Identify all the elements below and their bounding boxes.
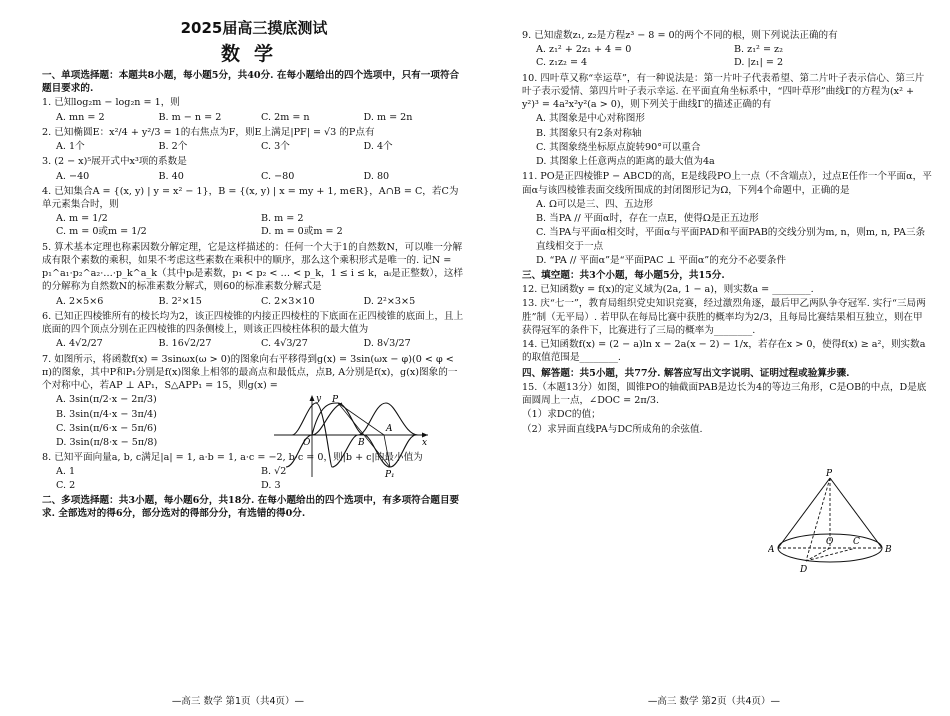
question-3-options <box>56 170 466 183</box>
option-c: C. 4√3/27 <box>261 338 308 350</box>
label-o: O <box>303 438 311 449</box>
segment-ap <box>338 403 384 435</box>
question-5-options <box>56 295 466 308</box>
question-6: 6. 已知正四棱锥所有的棱长均为2，该正四棱锥的内接正四棱柱的下底面在正四棱锥的底面上，且上底面的四个顶点分别在正四棱锥的四条侧棱上，则该正四棱柱体积的最大值为 <box>42 310 464 336</box>
exam-title: 2025届高三摸底测试 <box>180 19 328 37</box>
label-b: B <box>885 545 892 555</box>
section-1-heading: 一、单项选择题：本题共8小题，每小题5分，共40分. 在每小题给出的四个选项中，只有一项符合题目要求的. <box>42 69 460 95</box>
label-x: x <box>422 438 428 449</box>
question-5: 5. 算术基本定理也称素因数分解定理，它是这样描述的：任何一个大于1的自然数N，可以唯一分解成有限个素数的乘积，如果不考虑这些素数在乘积中的顺序，那么这个乘积形式是唯一的. 记N = p₁^a₁·p₂^a₂·…·p_k^a_k（其中pᵢ是素数，p₁ < p₂ < … < p_k，1 ≤ i ≤ k，aᵢ是正整数），这样的分解称为自然数N的标准素数分解式，则60的标准素数分解式是 <box>42 241 464 293</box>
question-12: 12. 已知函数y = f(x)的定义域为(2a, 1 − a)，则实数a = ________. <box>522 284 814 296</box>
section-3-heading: 三、填空题：共3个小题，每小题5分，共15分. <box>522 269 725 281</box>
label-y: y <box>316 394 322 405</box>
option-a: A. 4√2/27 <box>56 338 103 350</box>
segment-ap1 <box>384 435 390 467</box>
label-a: A <box>768 545 775 555</box>
question-3: 3. (2 − x)⁵展开式中x³项的系数是 <box>42 156 187 168</box>
option-c: C. −80 <box>261 170 295 182</box>
option-c: C. 2m = n <box>261 111 310 123</box>
label-o: O <box>826 537 834 547</box>
segment-dc <box>806 548 856 561</box>
section-4-heading: 四、解答题：共5小题，共77分. 解答应写出文字说明、证明过程或验算步骤. <box>522 367 850 379</box>
question-2: 2. 已知椭圆E：x²/4 + y²/3 = 1的右焦点为F，则E上满足|PF| = √3 的P点有 <box>42 126 375 138</box>
option-b: B. m = 2 <box>261 213 304 225</box>
option-b: B. 40 <box>158 170 184 182</box>
question-4-options <box>56 212 466 238</box>
label-p: P <box>332 395 339 406</box>
option-d: D. 2²×3×5 <box>363 295 416 307</box>
question-9-options <box>536 43 932 69</box>
option-b: B. 16√2/27 <box>158 338 212 350</box>
subject-title: 数学 <box>220 42 287 65</box>
option-c: C. 其图象绕坐标原点旋转90°可以重合 <box>536 141 701 153</box>
edge-pa <box>778 478 830 548</box>
question-15: 15.（本题13分）如图，圆锥PO的轴截面PAB是边长为4的等边三角形，C是OB的中点，D是底面圆周上一点，∠DOC = 2π/3. <box>522 381 927 407</box>
question-15-part-1: （1）求DC的值； <box>522 409 601 421</box>
question-6-options <box>56 337 466 350</box>
question-9: 9. 已知虚数z₁, z₂是方程z³ − 8 = 0的两个不同的根，则下列说法正确的有 <box>522 30 838 41</box>
section-2-heading: 二、多项选择题：共3小题，每小题6分，共18分. 在每小题给出的四个选项中，有多项符合题目要求. 全部选对的得6分，部分选对的得部分分，有选错的得0分. <box>42 494 460 520</box>
segment-pd <box>806 478 830 561</box>
option-c: C. 3个 <box>261 141 290 153</box>
option-d: D. “PA // 平面α”是“平面PAC ⊥ 平面α”的充分不必要条件 <box>536 254 786 266</box>
option-a: A. 1 <box>56 466 76 478</box>
option-b: B. 2²×15 <box>158 295 202 307</box>
option-a: A. 其图象是中心对称图形 <box>536 113 645 125</box>
option-a: A. mn = 2 <box>56 111 105 123</box>
option-b: B. 3sin(π/4·x − 3π/4) <box>56 408 157 420</box>
page-2 <box>478 0 950 716</box>
option-a: A. 1个 <box>56 141 85 153</box>
option-b: B. √2 <box>261 466 287 478</box>
option-a: A. 2×5×6 <box>56 295 104 307</box>
question-7: 7. 如图所示，将函数f(x) = 3sinωx(ω > 0)的图象向右平移得到g(x) = 3sin(ωx − φ)(0 < φ < π)的图象，其中P和P₁分别是f(x)图象上相邻的最高点和最低点，点B, A分别是f(x)，g(x)图象的一个对称中心，若AP ⊥ AP₁，S△APP₁ = 15，则g(x) = <box>42 353 458 392</box>
question-11: 11. PO是正四棱锥P − ABCD的高，E是线段PO上一点（不含端点），过点E任作一个平面α，平面α与该四棱锥表面交线所围成的封闭图形记为Ω，下列4个命题中，正确的是 <box>522 171 932 196</box>
question-8: 8. 已知平面向量a, b, c满足|a| = 1, a·b = 1, a·c = −2, b·c = 0，则|b + c|的最小值为 <box>42 452 423 464</box>
option-c: C. 2 <box>56 479 76 491</box>
question-13: 13. 庆“七一”，教育局组织党史知识竞赛，经过激烈角逐，最后甲乙两队争夺冠军. 实行“三局两胜”制（无平局）. 若甲队在每局比赛中获胜的概率均为2/3，且每局比赛结果相互独立，则在甲获得冠军的条件下，比赛进行了三局的概率为________. <box>522 298 926 336</box>
option-d: D. |z₁| = 2 <box>734 57 784 69</box>
option-a: A. z₁² + 2z₁ + 4 = 0 <box>536 44 632 56</box>
option-c: C. 2×3×10 <box>261 295 315 307</box>
label-d: D <box>800 565 808 575</box>
question-11-options <box>536 198 932 267</box>
question-10-options <box>536 112 932 168</box>
question-15-part-2: （2）求异面直线PA与DC所成角的余弦值. <box>522 423 703 435</box>
sine-graph-figure <box>272 393 432 479</box>
option-d: D. m = 2n <box>363 111 413 123</box>
cone-figure <box>768 468 898 580</box>
question-1: 1. 已知log₂m − log₂n = 1，则 <box>42 97 180 109</box>
question-1-options <box>56 111 466 124</box>
option-c: C. 当PA与平面α相交时，平面α与平面PAD和平面PAB的交线分别为m, n，则m, n, PA三条直线相交于一点 <box>536 227 926 252</box>
option-c: C. 3sin(π/6·x − 5π/6) <box>56 422 157 434</box>
option-a: A. 3sin(π/2·x − 2π/3) <box>56 394 157 406</box>
option-c: C. z₁z₂ = 4 <box>536 57 588 69</box>
question-14: 14. 已知函数f(x) = (2 − a)ln x − 2a(x − 2) − 1/x，若存在x > 0，使得f(x) ≥ a²，则实数a的取值范围是________. <box>522 339 926 364</box>
label-p1: P₁ <box>385 470 395 480</box>
question-2-options <box>56 140 466 153</box>
option-d: D. 8√3/27 <box>363 338 411 350</box>
option-d: D. m = 0或m = 2 <box>261 226 343 238</box>
page-2-footer: —高三 数学 第2页（共4页）— <box>647 695 781 707</box>
option-b: B. 2个 <box>158 141 188 153</box>
label-p: P <box>826 469 833 479</box>
option-d: D. 其图象上任意两点的距离的最大值为4a <box>536 156 715 168</box>
option-d: D. 3 <box>261 479 281 491</box>
question-4: 4. 已知集合A = {(x, y) | y = x² − 1}，B = {(x, y) | x = my + 1, m∈R}，A∩B = C，若C为单元素集合时，则 <box>42 185 459 211</box>
label-c: C <box>853 537 860 547</box>
option-b: B. z₁² = z₂ <box>734 44 783 56</box>
y-axis-arrow <box>310 395 315 401</box>
label-b: B <box>358 438 365 449</box>
option-b: B. m − n = 2 <box>158 111 222 123</box>
question-10: 10. 四叶草又称“幸运草”，有一种说法是：第一片叶子代表希望、第二片叶子表示信心、第三片叶子表示爱情、第四片叶子表示幸运. 在平面直角坐标系中，“四叶草形”曲线Γ的方程为(x² + y²)³ = 4a²x²y²(a > 0)，则下列关于曲线Γ的描述正确的有 <box>522 72 925 111</box>
option-a: A. Ω可以是三、四、五边形 <box>536 198 653 210</box>
segment-od <box>806 548 830 561</box>
option-b: B. 其图象只有2条对称轴 <box>536 127 642 139</box>
option-d: D. 4个 <box>363 141 393 153</box>
option-d: D. 3sin(π/8·x − 5π/8) <box>56 437 158 448</box>
option-a: A. −40 <box>56 170 90 182</box>
option-d: D. 80 <box>363 170 390 182</box>
option-a: A. m = 1/2 <box>56 213 108 225</box>
label-a: A <box>386 424 393 435</box>
option-b: B. 当PA // 平面α时，存在一点E，使得Ω是正五边形 <box>536 213 759 225</box>
option-c: C. m = 0或m = 1/2 <box>56 226 147 238</box>
page-1-footer: —高三 数学 第1页（共4页）— <box>171 695 305 707</box>
x-axis-arrow <box>422 433 428 438</box>
